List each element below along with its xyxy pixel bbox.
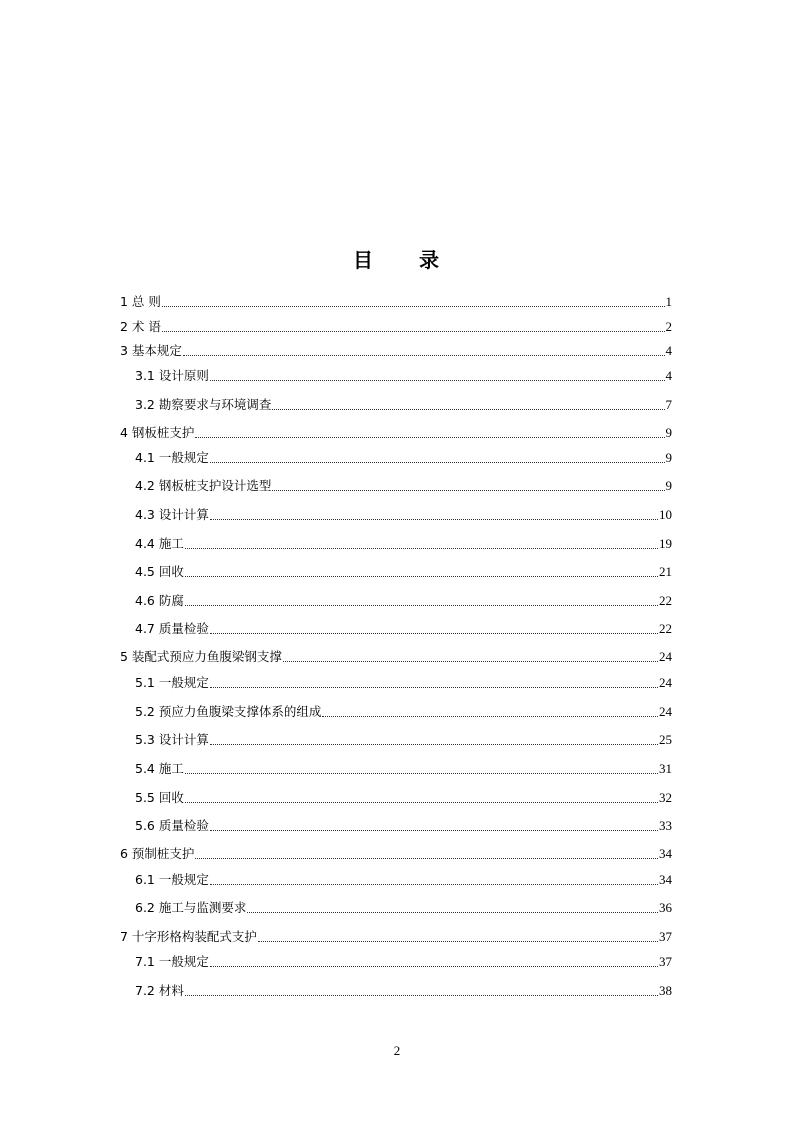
toc-leader-dots	[185, 547, 658, 549]
toc-entry-label: 3.1 设计原则	[135, 368, 209, 383]
page-number: 2	[393, 1043, 401, 1058]
toc-entry-page: 19	[659, 536, 672, 551]
toc-leader-dots	[185, 604, 658, 606]
toc-entry[interactable]	[135, 396, 672, 414]
toc-entry-page: 22	[659, 593, 672, 608]
toc-entry[interactable]	[135, 871, 672, 889]
toc-entry[interactable]	[135, 789, 672, 807]
toc-leader-dots	[272, 408, 664, 410]
toc-leader-dots	[195, 857, 658, 859]
toc-entry[interactable]	[120, 424, 672, 442]
toc-entry-label: 6 预制桩支护	[120, 846, 195, 861]
toc-entry-page: 21	[659, 564, 672, 579]
toc-entry-label: 5.3 设计计算	[135, 732, 209, 747]
toc-entry-page: 22	[659, 621, 672, 636]
toc-leader-dots	[185, 801, 658, 803]
toc-entry-page: 33	[659, 818, 672, 833]
toc-entry-label: 6.1 一般规定	[135, 872, 209, 887]
toc-leader-dots	[185, 772, 658, 774]
toc-entry-label: 4 钢板桩支护	[120, 425, 195, 440]
toc-entry-label: 5 装配式预应力鱼腹梁钢支撑	[120, 649, 282, 664]
toc-leader-dots	[162, 330, 665, 332]
toc-entry-label: 4.1 一般规定	[135, 450, 209, 465]
toc-title: 目 录	[353, 248, 441, 272]
toc-entry[interactable]	[135, 982, 672, 1000]
toc-leader-dots	[210, 518, 658, 520]
toc-leader-dots	[185, 994, 658, 996]
toc-entry-label: 7 十字形格构装配式支护	[120, 929, 257, 944]
toc-entry[interactable]	[135, 535, 672, 553]
toc-entry-page: 4	[665, 368, 672, 383]
toc-leader-dots	[210, 632, 658, 634]
toc-leader-dots	[283, 660, 658, 662]
toc-entry-page: 37	[659, 954, 672, 969]
toc-entry-page: 9	[665, 450, 672, 465]
toc-leader-dots	[210, 965, 658, 967]
toc-entry-page: 36	[659, 900, 672, 915]
toc-entry-page: 9	[665, 425, 672, 440]
toc-entry-page: 37	[659, 929, 672, 944]
toc-leader-dots	[210, 743, 658, 745]
toc-entry-label: 4.7 质量检验	[135, 621, 209, 636]
toc-entry-page: 2	[665, 319, 672, 334]
toc-leader-dots	[210, 379, 665, 381]
toc-entry-label: 5.1 一般规定	[135, 675, 209, 690]
toc-entry-page: 9	[665, 478, 672, 493]
toc-entry-page: 38	[659, 983, 672, 998]
toc-entry-label: 3.2 勘察要求与环境调查	[135, 397, 272, 412]
toc-entry-label: 4.3 设计计算	[135, 507, 209, 522]
toc-entry-label: 6.2 施工与监测要求	[135, 900, 247, 915]
toc-entry-label: 5.4 施工	[135, 761, 184, 776]
toc-leader-dots	[195, 436, 664, 438]
toc-entry-label: 4.4 施工	[135, 536, 184, 551]
toc-entry[interactable]	[135, 506, 672, 524]
toc-entry[interactable]	[120, 342, 672, 360]
toc-entry[interactable]	[135, 817, 672, 835]
toc-entry-page: 7	[665, 397, 672, 412]
toc-entry[interactable]	[135, 563, 672, 581]
toc-leader-dots	[162, 305, 665, 307]
toc-leader-dots	[247, 911, 658, 913]
toc-leader-dots	[183, 354, 665, 356]
toc-entry-page: 34	[659, 846, 672, 861]
toc-entry-label: 5.5 回收	[135, 790, 184, 805]
toc-entry[interactable]	[135, 760, 672, 778]
toc-entry[interactable]	[135, 592, 672, 610]
toc-entry-label: 2 术 语	[120, 319, 161, 334]
toc-entry[interactable]	[135, 449, 672, 467]
toc-entry-page: 1	[665, 294, 672, 309]
toc-entry[interactable]	[135, 620, 672, 638]
toc-entry-page: 10	[659, 507, 672, 522]
toc-entry-label: 1 总 则	[120, 294, 161, 309]
toc-entry-label: 5.2 预应力鱼腹梁支撑体系的组成	[135, 704, 322, 719]
toc-leader-dots	[210, 883, 658, 885]
toc-entry-page: 31	[659, 761, 672, 776]
toc-leader-dots	[322, 715, 658, 717]
toc-entry-page: 34	[659, 872, 672, 887]
toc-entry[interactable]	[135, 899, 672, 917]
toc-entry-label: 7.2 材料	[135, 983, 184, 998]
toc-leader-dots	[210, 461, 665, 463]
toc-entry-page: 32	[659, 790, 672, 805]
toc-entry-page: 24	[659, 649, 672, 664]
toc-entry[interactable]	[120, 845, 672, 863]
toc-leader-dots	[272, 489, 664, 491]
toc-entry[interactable]	[135, 674, 672, 692]
toc-entry-label: 4.6 防腐	[135, 593, 184, 608]
toc-entry-label: 4.5 回收	[135, 564, 184, 579]
toc-entry-label: 4.2 钢板桩支护设计选型	[135, 478, 272, 493]
toc-leader-dots	[210, 829, 658, 831]
toc-entry-page: 25	[659, 732, 672, 747]
toc-entry-page: 24	[659, 675, 672, 690]
toc-entry-page: 24	[659, 704, 672, 719]
toc-leader-dots	[258, 940, 658, 942]
toc-entry[interactable]	[135, 367, 672, 385]
toc-entry-label: 3 基本规定	[120, 343, 182, 358]
toc-entry[interactable]	[135, 953, 672, 971]
toc-entry-label: 5.6 质量检验	[135, 818, 209, 833]
toc-entry[interactable]	[135, 477, 672, 495]
toc-entry[interactable]	[120, 928, 672, 946]
toc-leader-dots	[185, 575, 658, 577]
toc-entry-label: 7.1 一般规定	[135, 954, 209, 969]
toc-entry[interactable]	[120, 648, 672, 666]
toc-entry[interactable]	[120, 318, 672, 336]
toc-entry[interactable]	[120, 293, 672, 311]
toc-leader-dots	[210, 686, 658, 688]
toc-entry-page: 4	[665, 343, 672, 358]
toc-entry[interactable]	[135, 703, 672, 721]
toc-entry[interactable]	[135, 731, 672, 749]
